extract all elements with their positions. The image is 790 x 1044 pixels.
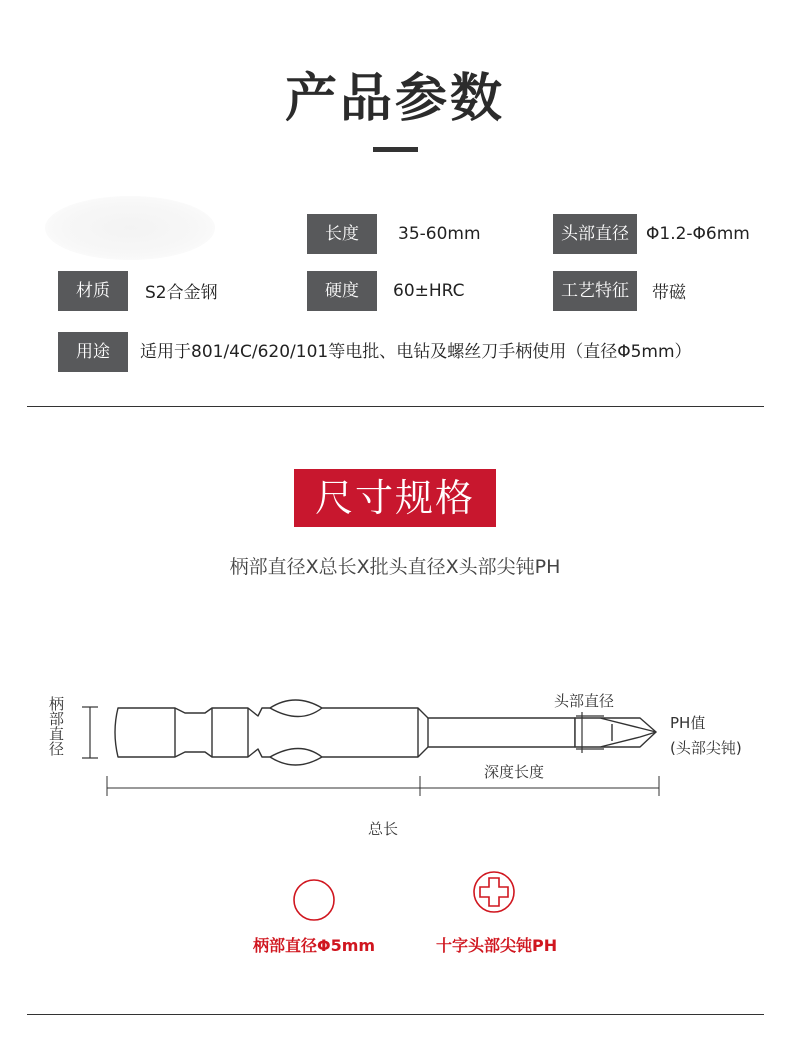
material-value: S2合金钢 (145, 283, 218, 303)
feature-label: 工艺特征 (553, 271, 637, 311)
shank-circle-icon (294, 880, 334, 920)
section-divider-top (27, 406, 764, 407)
hardness-value: 60±HRC (393, 281, 465, 301)
feature-value: 带磁 (652, 283, 686, 303)
hardness-label: 硬度 (307, 271, 377, 311)
head-diameter-value: Φ1.2-Φ6mm (646, 224, 750, 244)
shank-diameter-label: 柄部直径 (47, 696, 65, 756)
depth-length-label: 深度长度 (484, 763, 545, 781)
spec-title: 尺寸规格 (294, 469, 496, 527)
length-value: 35-60mm (398, 224, 481, 244)
phillips-cross-icon (474, 872, 514, 912)
section-divider-bottom (27, 1014, 764, 1015)
shank-diameter-dimension (82, 707, 98, 758)
length-label: 长度 (307, 214, 377, 254)
ph-sub-label: (头部尖钝) (670, 739, 742, 757)
bit-diagram (0, 600, 790, 1000)
material-label: 材质 (58, 271, 128, 311)
title-underline (373, 147, 418, 152)
head-diameter-diagram-label: 头部直径 (554, 692, 615, 710)
cross-head-caption: 十字头部尖钝PH (436, 936, 558, 955)
ph-label: PH值 (670, 714, 706, 732)
usage-label: 用途 (58, 332, 128, 372)
blurred-watermark (45, 196, 215, 260)
bit-body (115, 700, 575, 765)
total-length-label: 总长 (368, 820, 399, 838)
page-title: 产品参数 (284, 69, 505, 129)
length-dimensions (107, 776, 659, 796)
shank-diameter-caption: 柄部直径Φ5mm (253, 936, 376, 955)
usage-value: 适用于801/4C/620/101等电批、电钻及螺丝刀手柄使用（直径Φ5mm） (140, 342, 692, 362)
spec-subtitle: 柄部直径X总长X批头直径X头部尖钝PH (229, 556, 561, 578)
head-diameter-label: 头部直径 (553, 214, 637, 254)
bit-tip (575, 718, 656, 747)
